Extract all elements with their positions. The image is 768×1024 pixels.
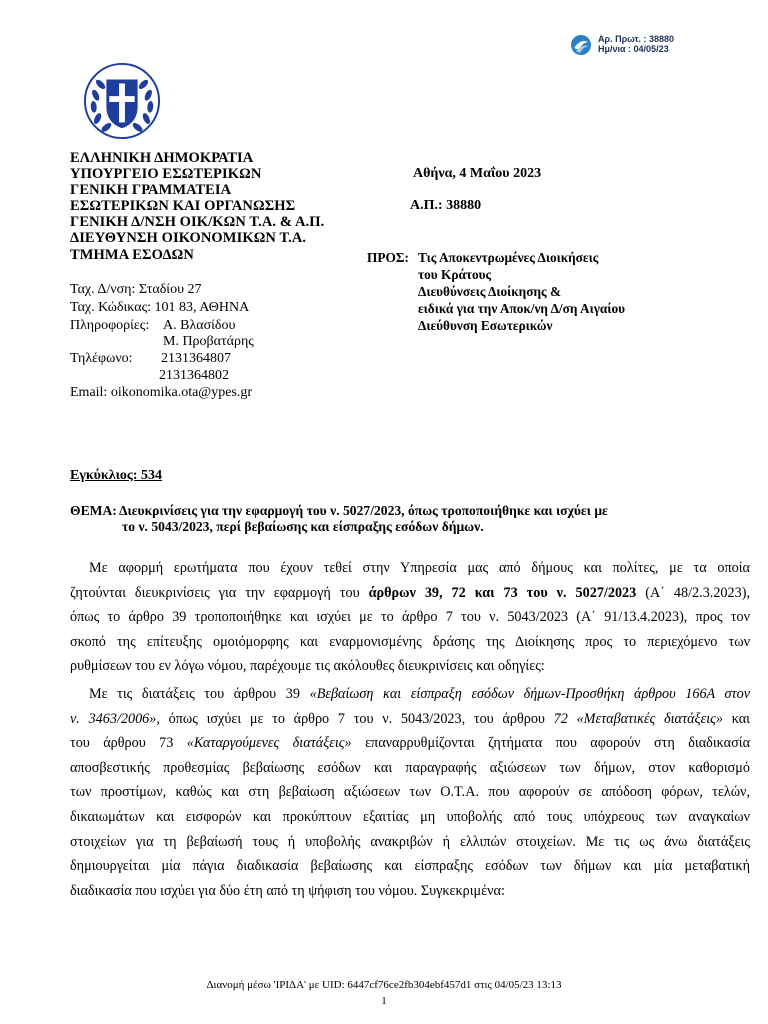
contact-person-1: Α. Βλασίδου xyxy=(163,318,236,333)
contact-phone-1: 2131364807 xyxy=(161,351,231,366)
body-line: Με αφορμή ερωτήματα που έχουν τεθεί στην Υπηρεσία μας από δήμους και πολίτες, με τα οποία xyxy=(89,560,750,576)
subject-label: ΘΕΜΑ: xyxy=(70,503,117,518)
contact-postal-code: Ταχ. Κώδικας: 101 83, ΑΘΗΝΑ xyxy=(70,300,250,315)
page-number: 1 xyxy=(381,995,387,1007)
recipient-line: του Κράτους xyxy=(418,267,492,282)
contact-phone-2: 2131364802 xyxy=(159,368,229,383)
recipient-line: Διεύθυνση Εσωτερικών xyxy=(418,318,553,333)
body-line xyxy=(70,581,750,606)
ap-number: Α.Π.: 38880 xyxy=(410,198,482,213)
body-text: Με τις διατάξεις του άρθρου 39 xyxy=(89,686,310,702)
body-text-italic: ν. 3463/2006» xyxy=(70,710,157,727)
body-line xyxy=(70,731,750,756)
body-line xyxy=(70,682,750,707)
body-line: σκοπό της επίτευξης ομοιόμορφης και εναρμονισμένης δράσης της Διοίκησης προς το περιεχόμενο των xyxy=(70,633,750,650)
body-text: και xyxy=(723,710,750,727)
body-paragraph-1 xyxy=(70,556,750,679)
date-place: Αθήνα, 4 Μαΐου 2023 xyxy=(413,166,542,181)
contact-email: Email: oikonomika.ota@ypes.gr xyxy=(70,385,253,400)
body-text: ζητούνται διευκρινίσεις για την εφαρμογή του xyxy=(70,584,369,601)
recipients-label: ΠΡΟΣ: xyxy=(367,250,409,265)
contact-info-label: Πληροφορίες: xyxy=(70,318,150,333)
subject-line-1: Διευκρινίσεις για την εφαρμογή του ν. 5027/2023, όπως τροποποιήθηκε και ισχύει με xyxy=(119,503,608,518)
contact-address: Ταχ. Δ/νση: Σταδίου 27 xyxy=(70,282,202,297)
body-line: όπως το άρθρο 39 τροποποιήθηκε και ισχύει με το άρθρο 7 του ν. 5043/2023 (Α΄ 91/13.4.2023), προς τον xyxy=(70,609,750,626)
body-text: του άρθρου 73 xyxy=(70,735,187,752)
body-text: (Α΄ 48/2.3.2023), xyxy=(636,584,750,601)
body-line: δημιουργείται μία πάγια διαδικασία βεβαίωσης και είσπραξης εσόδων των δήμων και μία μεταβατική xyxy=(70,858,750,875)
body-text-italic: «Βεβαίωση και είσπραξη εσόδων δήμων-Προσθήκη άρθρου 166Α στον xyxy=(309,686,751,702)
body-text-italic: «Καταργούμενες διατάξεις» xyxy=(186,735,352,752)
iris-protocol-logo-icon xyxy=(570,34,592,56)
protocol-date: Ημ/νια : 04/05/23 xyxy=(598,44,669,54)
body-line: διαδικασία που ισχύει για δύο έτη από τη ψήφιση του νόμου. Συγκεκριμένα: xyxy=(70,882,505,899)
body-line: ρυθμίσεων του εν λόγω νόμου, παρέχουμε τις ακόλουθες διευκρινίσεις και οδηγίες: xyxy=(70,658,545,675)
header-line-3: ΓΕΝΙΚΗ ΓΡΑΜΜΑΤΕΙΑ xyxy=(70,182,232,198)
body-line: των προστίμων, καθώς και στη βεβαίωση αξιώσεων των Ο.Τ.Α. που αφορούν σε απόδοση φόρων, τελών, xyxy=(70,784,750,801)
circular-number: Εγκύκλιος: 534 xyxy=(70,468,162,483)
body-text: , όπως ισχύει με το άρθρο 7 του ν. 5043/2023, του άρθρου xyxy=(156,710,554,727)
body-line xyxy=(70,707,750,732)
header-line-5: ΓΕΝΙΚΗ Δ/ΝΣΗ ΟΙΚ/ΚΩΝ Τ.Α. & Α.Π. xyxy=(70,214,325,230)
protocol-number: Αρ. Πρωτ. : 38880 xyxy=(598,34,675,44)
recipient-line: Τις Αποκεντρωμένες Διοικήσεις xyxy=(418,250,599,265)
header-line-7: ΤΜΗΜΑ ΕΣΟΔΩΝ xyxy=(70,247,194,263)
header-line-1: ΕΛΛΗΝΙΚΗ ΔΗΜΟΚΡΑΤΙΑ xyxy=(70,150,254,166)
body-text: επαναρρυθμίζονται ζητήματα που αφορούν στη διαδικασία xyxy=(351,735,750,752)
distribution-footer: Διανομή μέσω 'ΙΡΙΔΑ' με UID: 6447cf76ce2fb304ebf457d1 στις 04/05/23 13:13 xyxy=(206,979,562,991)
body-line: στοιχείων για τη βεβαίωσή τους ή υποβολής ανακριβών ή ελλιπών στοιχείων. Με τις ως άνω διατάξεις xyxy=(70,833,750,850)
contact-phone-label: Τηλέφωνο: xyxy=(70,351,133,366)
body-line: αποσβεστικής προθεσμίας βεβαίωσης εσόδων και παραγραφής αξιώσεων των δήμων, στον καθορισμό xyxy=(70,759,750,776)
contact-person-2: Μ. Προβατάρης xyxy=(163,334,254,349)
body-paragraph-2 xyxy=(70,682,750,903)
recipient-line: Διευθύνσεις Διοίκησης & xyxy=(418,284,562,299)
body-text-italic: 72 «Μεταβατικές διατάξεις» xyxy=(553,710,723,727)
header-line-6: ΔΙΕΥΘΥΝΣΗ ΟΙΚΟΝΟΜΙΚΩΝ Τ.Α. xyxy=(70,230,307,246)
body-line: δικαιωμάτων και εισφορών και προκύπτουν εξαιτίας μη υποβολής από τους υπόχρεους των αναγκαίων xyxy=(70,808,750,825)
header-line-2: ΥΠΟΥΡΓΕΙΟ ΕΣΩΤΕΡΙΚΩΝ xyxy=(70,166,262,182)
subject-line-2: το ν. 5043/2023, περί βεβαίωσης και είσπραξης εσόδων δήμων. xyxy=(122,519,484,534)
greek-coat-of-arms-icon xyxy=(83,62,161,140)
body-text-bold: άρθρων 39, 72 και 73 του ν. 5027/2023 xyxy=(368,584,637,601)
recipient-line: ειδικά για την Αποκ/νη Δ/ση Αιγαίου xyxy=(418,301,626,316)
header-line-4: ΕΣΩΤΕΡΙΚΩΝ ΚΑΙ ΟΡΓΑΝΩΣΗΣ xyxy=(70,198,296,214)
